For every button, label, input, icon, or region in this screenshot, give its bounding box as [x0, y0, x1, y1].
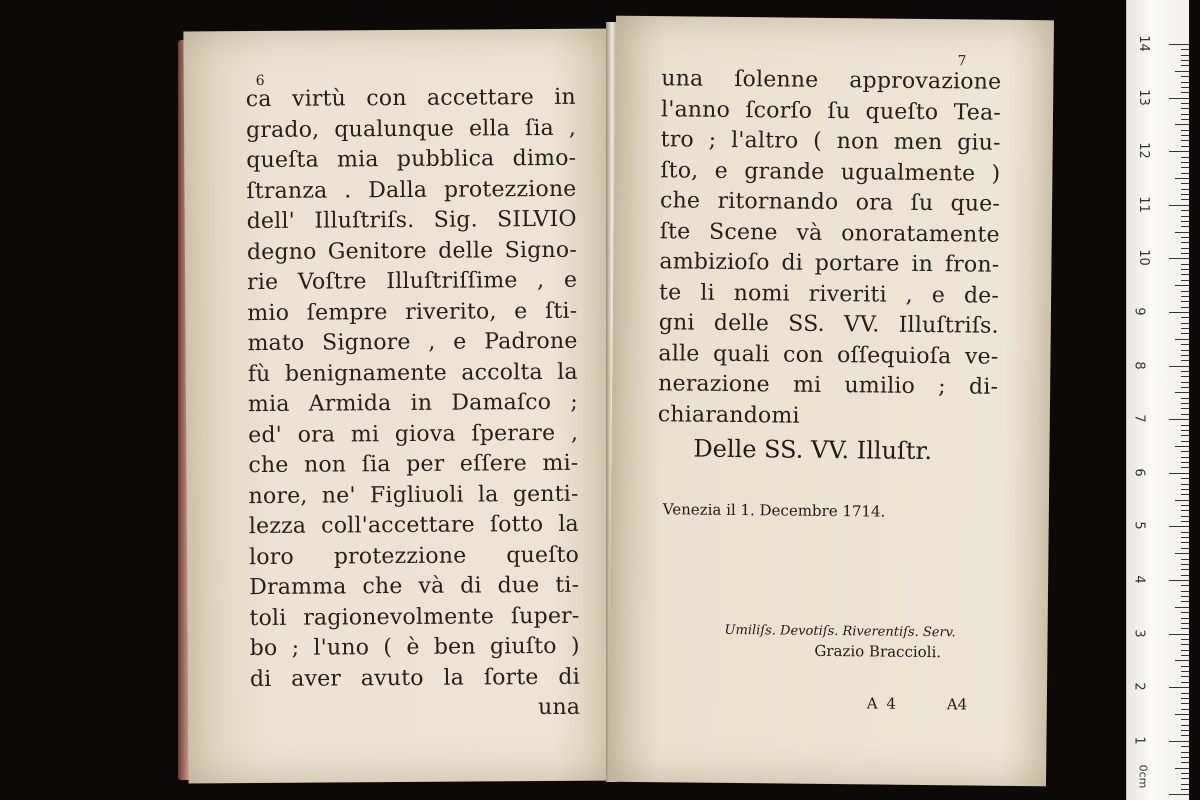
ruler-number: 10 — [1135, 249, 1151, 267]
text-line: grado, qualunque ella ſia , — [245, 115, 577, 143]
ruler-tick — [1181, 773, 1189, 774]
ruler-tick — [1181, 140, 1189, 141]
ruler-tick — [1181, 65, 1189, 66]
ruler-tick — [1181, 559, 1189, 560]
ruler-tick — [1169, 44, 1189, 45]
text-line: ſte Scene và onoratamente — [659, 218, 1000, 248]
ruler-tick — [1181, 457, 1189, 458]
text-line: lezza coll'accettare ſotto la — [248, 511, 579, 540]
ruler-tick — [1181, 505, 1189, 506]
ruler-tick — [1181, 264, 1189, 265]
ruler-tick — [1181, 355, 1189, 356]
ruler-tick — [1181, 478, 1189, 479]
ruler-tick — [1181, 628, 1189, 629]
ruler-tick — [1181, 725, 1189, 726]
ruler-number: 13 — [1135, 88, 1151, 106]
ruler-tick — [1169, 419, 1189, 420]
ruler-tick — [1169, 98, 1189, 99]
ruler-tick — [1181, 489, 1189, 490]
text-line: mato Signore , e Padrone — [247, 328, 578, 357]
ruler-tick — [1181, 382, 1189, 383]
ruler-tick — [1181, 350, 1189, 351]
ruler-tick — [1181, 644, 1189, 645]
ruler-tick — [1181, 537, 1189, 538]
ruler-tick — [1181, 596, 1189, 597]
page-number-right: 7 — [957, 53, 967, 70]
ruler-number: 6 — [1131, 468, 1147, 477]
ruler-tick — [1181, 130, 1189, 131]
ruler-tick — [1181, 494, 1189, 495]
ruler-tick — [1181, 296, 1189, 297]
ruler-tick — [1181, 618, 1189, 619]
ruler-tick — [1181, 532, 1189, 533]
ruler-tick — [1181, 778, 1189, 779]
ruler-tick — [1169, 312, 1189, 313]
ruler-tick — [1181, 55, 1189, 56]
ruler-tick — [1181, 676, 1189, 677]
ruler-tick — [1181, 398, 1189, 399]
ruler-tick — [1181, 612, 1189, 613]
ruler-tick — [1169, 794, 1189, 795]
text-line: queſta mia pubblica dimo- — [246, 145, 577, 174]
ruler-tick — [1169, 741, 1189, 742]
ruler-tick — [1181, 333, 1189, 334]
text-line: mia Armida in Damaſco ; — [247, 389, 579, 418]
date-line: Venezia il 1. Decembre 1714. — [662, 500, 886, 521]
ruler-tick — [1181, 269, 1189, 270]
ruler-tick — [1181, 92, 1189, 93]
ruler-tick — [1181, 730, 1189, 731]
ruler-number: 14 — [1135, 35, 1151, 52]
ruler-tick — [1181, 542, 1189, 543]
ruler-number: 7 — [1131, 414, 1147, 423]
ruler-tick — [1181, 735, 1189, 736]
ruler-tick — [1181, 585, 1189, 586]
ruler-tick — [1181, 216, 1189, 217]
ruler-tick — [1169, 687, 1189, 688]
ruler-tick — [1181, 403, 1189, 404]
text-line: alle quali con oſſequioſa ve- — [658, 340, 999, 370]
ruler-tick — [1181, 274, 1189, 275]
ruler-tick — [1181, 280, 1189, 281]
ruler-tick — [1181, 484, 1189, 485]
text-line: che ritornando ora ſu que- — [659, 188, 1001, 217]
ruler-tick — [1181, 221, 1189, 222]
ruler-tick — [1175, 500, 1189, 501]
ruler-tick — [1181, 376, 1189, 377]
left-page-text — [246, 83, 580, 726]
signature-line: Umiliſs. Devotiſs. Riverentiſs. Serv. — [724, 622, 956, 641]
ruler-tick — [1181, 344, 1189, 345]
ruler-tick — [1181, 108, 1189, 109]
text-line: fù benignamente accolta la — [247, 359, 578, 387]
ruler-tick — [1181, 451, 1189, 452]
ruler-tick — [1181, 569, 1189, 570]
ruler-tick — [1181, 226, 1189, 227]
ruler-number: 11 — [1135, 196, 1151, 213]
ruler-tick — [1181, 317, 1189, 318]
text-line: Dramma che và di due ti- — [249, 572, 580, 601]
text-line: bo ; l'uno ( è ben giuſto ) — [249, 633, 580, 662]
ruler-tick — [1175, 339, 1189, 340]
text-line: nore, ne' Figliuoli la genti- — [248, 481, 579, 509]
ruler-tick — [1169, 634, 1189, 635]
ruler-tick — [1181, 425, 1189, 426]
ruler-tick — [1181, 103, 1189, 104]
ruler-tick — [1181, 146, 1189, 147]
text-line: chiarandomi — [657, 401, 800, 429]
ruler-tick — [1181, 301, 1189, 302]
ruler-tick — [1181, 328, 1189, 329]
ruler-tick — [1181, 709, 1189, 710]
signature-mark: A 4 — [866, 694, 899, 713]
ruler-tick — [1175, 232, 1189, 233]
ruler-tick — [1181, 516, 1189, 517]
ruler-tick — [1181, 194, 1189, 195]
ruler-tick — [1181, 82, 1189, 83]
text-line: mio ſempre riverito, e ſti- — [247, 298, 578, 326]
ruler-tick — [1169, 526, 1189, 527]
ruler-tick — [1175, 768, 1189, 769]
ruler-tick — [1181, 639, 1189, 640]
ruler-tick — [1181, 435, 1189, 436]
ruler-tick — [1181, 210, 1189, 211]
ruler-tick — [1181, 693, 1189, 694]
ruler-tick — [1181, 307, 1189, 308]
text-line: ed' ora mi giova ſperare , — [248, 420, 579, 448]
ruler-tick — [1181, 323, 1189, 324]
ruler-tick — [1181, 719, 1189, 720]
ruler-number: 9 — [1131, 307, 1147, 316]
ruler-tick — [1181, 119, 1189, 120]
ruler-tick — [1181, 189, 1189, 190]
ruler-tick — [1181, 157, 1189, 158]
ruler-tick — [1175, 71, 1189, 72]
text-line: degno Genitore delle Signo- — [246, 237, 578, 265]
ruler-tick — [1181, 183, 1189, 184]
ruler-tick — [1181, 462, 1189, 463]
text-line: ambizioſo di portare in fron- — [659, 249, 1000, 278]
ruler-tick — [1181, 698, 1189, 699]
ruler-tick — [1175, 392, 1189, 393]
ruler-tick — [1175, 124, 1189, 125]
ruler-tick — [1181, 253, 1189, 254]
ruler-tick — [1181, 76, 1189, 77]
ruler-tick — [1181, 173, 1189, 174]
ruler-tick — [1181, 371, 1189, 372]
ruler-tick — [1181, 682, 1189, 683]
ruler-tick — [1175, 607, 1189, 608]
catchword: una — [537, 694, 581, 721]
text-line: l'anno ſcorſo ſu queſto Tea- — [660, 96, 1002, 126]
ruler-tick — [1175, 714, 1189, 715]
ruler-number: 12 — [1135, 142, 1151, 159]
text-line: rie Voſtre Illuſtriſſime , e — [247, 267, 578, 296]
text-line: ca virtù con accettare in — [245, 84, 576, 113]
ruler-tick — [1181, 237, 1189, 238]
text-line: toli ragionevolmente ſuper- — [249, 603, 580, 631]
ruler-tick — [1181, 162, 1189, 163]
text-line: gni delle SS. VV. Illuſtriſs. — [658, 310, 999, 339]
text-line: te li nomi riveriti , e de- — [658, 279, 1000, 309]
ruler-number: 2 — [1131, 682, 1147, 691]
ruler-tick — [1181, 408, 1189, 409]
text-line: loro protezzione queſto — [248, 542, 580, 570]
ruler-number: 1 — [1131, 736, 1147, 745]
ruler-tick — [1181, 752, 1189, 753]
text-line: di aver avuto la ſorte di — [249, 664, 580, 692]
ruler-tick — [1169, 258, 1189, 259]
ruler-tick — [1181, 387, 1189, 388]
ruler-tick — [1181, 655, 1189, 656]
text-line: ſto, e grande ugualmente ) — [660, 157, 1001, 187]
ruler-tick — [1175, 660, 1189, 661]
ruler-tick — [1181, 414, 1189, 415]
measuring-ruler — [1126, 0, 1189, 800]
ruler-tick — [1181, 671, 1189, 672]
ruler-tick — [1181, 666, 1189, 667]
ruler-tick — [1181, 135, 1189, 136]
ruler-tick — [1181, 564, 1189, 565]
ruler-unit-label: 0cm — [1136, 764, 1150, 789]
ruler-tick — [1181, 762, 1189, 763]
ruler-tick — [1181, 746, 1189, 747]
ruler-tick — [1181, 521, 1189, 522]
ruler-tick — [1181, 291, 1189, 292]
ruler-tick — [1169, 580, 1189, 581]
ruler-number: 5 — [1131, 521, 1147, 531]
ruler-tick — [1181, 703, 1189, 704]
ruler-tick — [1181, 441, 1189, 442]
page-number-left: 6 — [255, 72, 265, 90]
ruler-tick — [1169, 151, 1189, 152]
text-line: nerazione mi umilio ; di- — [658, 371, 999, 400]
ruler-tick — [1175, 178, 1189, 179]
ruler-tick — [1181, 623, 1189, 624]
ruler-tick — [1169, 473, 1189, 474]
ruler-tick — [1181, 789, 1189, 790]
ruler-tick — [1181, 757, 1189, 758]
ruler-tick — [1181, 60, 1189, 61]
ruler-tick — [1181, 784, 1189, 785]
ruler-tick — [1181, 248, 1189, 249]
closing-salutation: Delle SS. VV. Illuſtr. — [693, 434, 933, 466]
ruler-tick — [1175, 285, 1189, 286]
ruler-tick — [1181, 510, 1189, 511]
ruler-tick — [1175, 553, 1189, 554]
ruler-tick — [1181, 49, 1189, 50]
ruler-tick — [1181, 575, 1189, 576]
right-page — [608, 16, 1054, 787]
ruler-tick — [1181, 601, 1189, 602]
ruler-number: 8 — [1131, 360, 1147, 370]
text-line: che non ſia per eſſere mi- — [248, 450, 579, 479]
ruler-tick — [1169, 205, 1189, 206]
text-line: dell' Illuſtriſs. Sig. SILVIO — [246, 206, 577, 235]
ruler-tick — [1181, 87, 1189, 88]
ruler-tick — [1181, 360, 1189, 361]
ruler-tick — [1181, 199, 1189, 200]
signature-name: Grazio Braccioli. — [814, 641, 942, 662]
ruler-tick — [1181, 114, 1189, 115]
text-line: una ſolenne approvazione — [661, 66, 1002, 95]
ruler-tick — [1181, 467, 1189, 468]
ruler-tick — [1181, 430, 1189, 431]
ruler-tick — [1181, 242, 1189, 243]
ruler-tick — [1175, 446, 1189, 447]
text-line: ſtranza . Dalla protezzione — [246, 176, 577, 204]
right-page-text — [658, 64, 1002, 434]
ruler-number: 4 — [1131, 575, 1147, 584]
signature-mark-catch: A4 — [946, 695, 968, 714]
ruler-tick — [1181, 548, 1189, 549]
ruler-tick — [1181, 167, 1189, 168]
ruler-tick — [1181, 650, 1189, 651]
ruler-number: 3 — [1131, 628, 1147, 638]
ruler-tick — [1181, 591, 1189, 592]
left-page — [183, 29, 618, 784]
ruler-tick — [1169, 366, 1189, 367]
text-line: tro ; l'altro ( non men giu- — [660, 127, 1001, 156]
